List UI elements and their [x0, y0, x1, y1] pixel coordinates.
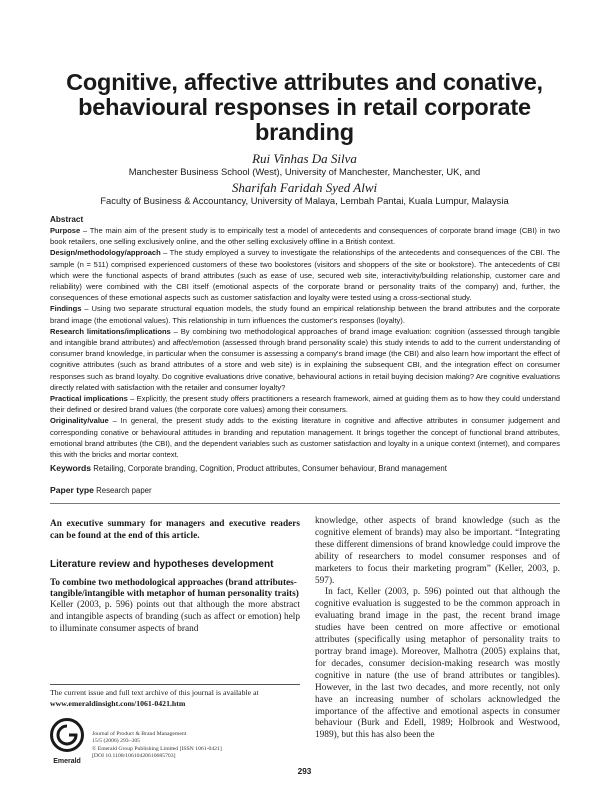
abstract-label: Findings — [50, 304, 82, 314]
author-name-1: Rui Vinhas Da Silva — [252, 151, 357, 166]
emerald-logo — [50, 718, 84, 766]
journal-info — [92, 731, 307, 760]
paper-type-text: Research paper — [96, 486, 152, 495]
abstract-design — [50, 247, 560, 303]
journal-copyright: © Emerald Group Publishing Limited [ISSN 1061-0421] — [92, 745, 222, 752]
keywords-text: Retailing, Corporate branding, Cognition, Product attributes, Consumer behaviour, Brand management — [93, 464, 447, 473]
journal-url-link[interactable]: www.emeraldinsight.com/1061-0421.htm — [50, 698, 186, 708]
abstract — [50, 214, 560, 460]
author-name-2: Sharifah Faridah Syed Alwi — [231, 180, 378, 195]
abstract-practical — [50, 393, 560, 415]
article-title: Cognitive, affective attributes and conative, behavioural responses in retail corporate branding — [66, 69, 543, 145]
keywords-label: Keywords — [50, 463, 92, 473]
abstract-label: Design/methodology/approach — [50, 248, 161, 258]
abstract-label: Originality/value — [50, 416, 109, 426]
abstract-label: Practical implications — [50, 394, 128, 404]
abstract-purpose — [50, 225, 560, 247]
footnote-text: The current issue and full text archive of this journal is available at — [50, 688, 259, 697]
journal-doi: [DOI 10.1108/10610420610685703] — [92, 752, 176, 759]
emerald-logo-icon — [50, 718, 84, 766]
logo-wordmark: Emerald — [53, 758, 81, 765]
paper-type — [50, 485, 560, 495]
abstract-findings — [50, 303, 560, 325]
executive-summary-note: An executive summary for managers and executive readers can be found at the end of this article. — [50, 519, 300, 541]
author-affiliation-2: Faculty of Business & Accountancy, University of Malaya, Lembah Pantai, Kuala Lumpur, Malaysia — [100, 195, 509, 206]
abstract-label: Research limitations/implications — [50, 326, 171, 336]
abstract-text: – By combining two methodological approaches of brand image evaluation: cognition (assessed through tangible and intangible brand attributes) and affect/emotion (assessed through brand personality scale) this study intends to add to the current understanding of consumer brand knowledge, in particular when the consumer is assessing a company's brand image (the CBI) and also learn how important the effect of cognitive attributes (such as brand attributes of a store and web site) is in explaining the subsequent CBI, and the integration effect on consumer responses such as brand loyalty. Do cognitive evaluations drive conative, behavioural actions in retail buying decision making? Are cognitive evaluations directly related with satisfaction with the retailer and consumer loyalty? — [50, 326, 560, 392]
footnote-rule — [50, 684, 300, 685]
abstract-label: Purpose — [50, 226, 81, 235]
footnote — [50, 688, 300, 709]
abstract-originality — [50, 415, 560, 460]
left-column — [50, 518, 300, 636]
abstract-text: – The study employed a survey to investigate the relationships of the antecedents and consequences of the CBI. The sample (n = 511) comprised experienced customers of these two bookstores (visitors and shoppers of the site or bookstore). The antecedents of CBI which were the functional aspects of brand attributes (such as ease of use, secured web site, interactivity/building relationship, customer care and reliability) were combined with the CBI itself (emotional aspects of the corporate brand or personality traits of the company) and, further, the consequences of these emotional aspects such as customer satisfaction and loyalty were tested using a cross-sectional study. — [50, 248, 560, 303]
section-heading: Literature review and hypotheses development — [50, 559, 274, 570]
body-paragraph: Keller (2003, p. 596) points out that although the more abstract and intangible aspects of branding (such as affect or emotion) help to illuminate consumer aspects of brand — [50, 600, 300, 634]
right-column — [315, 516, 560, 742]
abstract-text: – Explicitly, the present study offers practitioners a research framework, aimed at guiding them as to how they could understand their defined or desired brand values (the corporate core values) among their consumers. — [50, 394, 560, 415]
body-paragraph: knowledge, other aspects of brand knowledge (such as the cognitive element of brands) may also be important. “Integrating these different dimensions of brand knowledge could improve the ability of researchers to model consumer responses and of marketers to focus their marketing program” (Keller, 2003, p. 597). — [315, 516, 560, 586]
abstract-text: – Using two separate structural equation models, the study found an empirical relationship between the brand attributes and the corporate brand image (the emotional values). This relationship in turn influences the customer's responses (loyalty). — [50, 304, 560, 325]
abstract-text: – The main aim of the present study is to empirically test a model of antecedents and consequences of corporate brand image (CBI) in two book retailers, one selling exclusively online, and the other selling exclusively offline in a British context. — [50, 226, 560, 247]
abstract-limitations — [50, 326, 560, 393]
body-paragraph: In fact, Keller (2003, p. 596) pointed out that although the cognitive evaluation is suggested to be the common approach in evaluating brand image in the past, the recent brand image studies have been centred on more affective or emotional attributes (specifically using metaphor of personality traits to portray brand image). Moreover, Malhotra (2005) explains that, for decades, consumer decision-making research was mostly cognitive in nature (the use of brand attributes or tangibles). However, in the last two decades, and more recently, not only have an increasing number of scholars acknowledged the importance of the affective and emotional aspects in consumer behaviour (Burk and Edell, 1989; Holbrook and Westwood, 1989), but this has also been the — [315, 587, 560, 741]
journal-volume: 15/5 (2006) 293–305 — [92, 738, 141, 745]
abstract-text: – In general, the present study adds to the existing literature in cognitive and affective attributes in consumer judgement and corresponding conative or behavioural attitudes in branding and reputation management. It brings together the concept of functional brand attributes, emotional brand attributes (the CBI), and the dependent variables such as customer satisfaction and loyalty in a unique context (internet), and compares this with the bricks and mortar context. — [50, 416, 560, 460]
divider — [50, 503, 560, 504]
keywords — [50, 463, 560, 473]
abstract-heading: Abstract — [50, 215, 84, 224]
page-number: 293 — [297, 767, 312, 776]
subsection-heading: To combine two methodological approaches (brand attributes-tangible/intangible with metaphor of human personality traits) — [50, 578, 299, 599]
journal-name: Journal of Product & Brand Management — [92, 731, 187, 737]
author-affiliation-1: Manchester Business School (West), University of Manchester, Manchester, UK, and — [128, 166, 481, 177]
paper-type-label: Paper type — [50, 485, 94, 495]
